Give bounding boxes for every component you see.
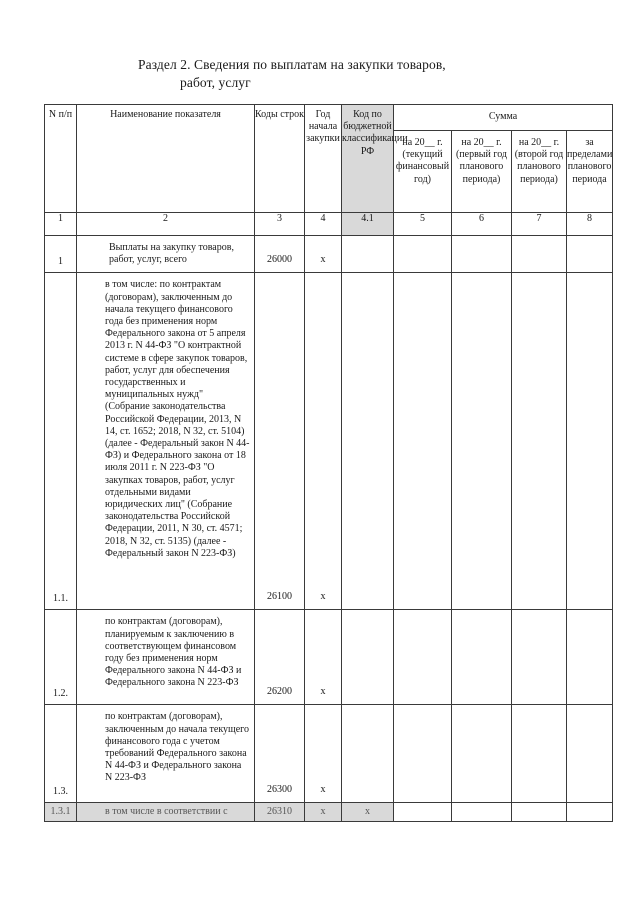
row-num: 1	[45, 236, 77, 273]
header-name: Наименование показателя	[77, 105, 255, 213]
colnum-8: 8	[567, 213, 613, 236]
row-name: Выплаты на закупку товаров, работ, услуг, всего	[77, 236, 255, 273]
row-sum-beyond	[567, 610, 613, 705]
row-sum-second	[512, 236, 567, 273]
row-num: 1.2.	[45, 610, 77, 705]
colnum-7: 7	[512, 213, 567, 236]
row-sum-second	[512, 610, 567, 705]
row-num: 1.3.	[45, 705, 77, 803]
header-current-year: на 20__ г. (текущий финансовый год)	[394, 131, 452, 213]
section-title-line1: Раздел 2. Сведения по выплатам на закупки товаров,	[138, 57, 446, 72]
section-title	[138, 56, 478, 92]
row-sum-second	[512, 273, 567, 610]
row-budget-code	[342, 610, 394, 705]
row-name: в том числе: по контрактам (договорам), заключенным до начала текущего финансового года без применения норм Федерального закона от 5 апреля 2013 г. N 44-ФЗ "О контрактной системе в сфере закупок товаров, работ, услуг для обеспечения государственных и муниципальных нужд" (Собрание законодательства Российской Федерации, 2013, N 14, ст. 1652; 2018, N 32, ст. 5104) (далее - Федеральный закон N 44-ФЗ) и Федерального закона от 18 июля 2011 г. N 223-ФЗ "О закупках товаров, работ, услуг отдельными видами юридических лиц" (Собрание законодательства Российской Федерации, 2011, N 30, ст. 4571; 2018, N 32, ст. 5135) (далее - Федеральный закон N 223-ФЗ)	[77, 273, 255, 610]
row-code: 26310	[255, 803, 305, 822]
row-name: по контрактам (договорам), планируемым к заключению в соответствующем финансовом году без применения норм Федерального закона N 44-ФЗ и Федерального закона N 223-ФЗ	[77, 610, 255, 705]
row-year: x	[305, 610, 342, 705]
row-sum-first	[452, 236, 512, 273]
header-budget-code: Код по бюджетной классификации РФ	[342, 105, 394, 213]
table-row	[45, 236, 613, 273]
row-sum-second	[512, 705, 567, 803]
row-sum-first	[452, 803, 512, 822]
row-sum-current	[394, 236, 452, 273]
colnum-4-1: 4.1	[342, 213, 394, 236]
header-beyond: за пределами планового периода	[567, 131, 613, 213]
row-sum-current	[394, 610, 452, 705]
row-sum-current	[394, 705, 452, 803]
row-code: 26100	[255, 273, 305, 610]
row-sum-beyond	[567, 705, 613, 803]
row-budget-code	[342, 273, 394, 610]
header-year: Год начала закупки	[305, 105, 342, 213]
header-second-year: на 20__ г. (второй год планового периода)	[512, 131, 567, 213]
row-code: 26300	[255, 705, 305, 803]
colnum-6: 6	[452, 213, 512, 236]
row-sum-first	[452, 610, 512, 705]
row-year: x	[305, 236, 342, 273]
row-sum-current	[394, 803, 452, 822]
payments-table	[44, 104, 613, 822]
row-code: 26200	[255, 610, 305, 705]
row-num: 1.1.	[45, 273, 77, 610]
colnum-1: 1	[45, 213, 77, 236]
table-row	[45, 803, 613, 822]
row-year: x	[305, 803, 342, 822]
colnum-5: 5	[394, 213, 452, 236]
row-sum-beyond	[567, 273, 613, 610]
row-name: в том числе в соответствии с	[77, 803, 255, 822]
colnum-2: 2	[77, 213, 255, 236]
row-name: по контрактам (договорам), заключенным до начала текущего финансового года с учетом требований Федерального закона N 44-ФЗ и Федерального закона N 223-ФЗ	[77, 705, 255, 803]
column-number-row	[45, 213, 613, 236]
table-row	[45, 705, 613, 803]
row-budget-code	[342, 236, 394, 273]
colnum-3: 3	[255, 213, 305, 236]
colnum-4: 4	[305, 213, 342, 236]
table-row	[45, 273, 613, 610]
row-num: 1.3.1	[45, 803, 77, 822]
row-year: x	[305, 273, 342, 610]
row-sum-second	[512, 803, 567, 822]
row-sum-first	[452, 705, 512, 803]
section-title-line2: работ, услуг	[180, 75, 251, 90]
row-sum-current	[394, 273, 452, 610]
header-first-year: на 20__ г. (первый год планового периода)	[452, 131, 512, 213]
header-sum: Сумма	[394, 105, 613, 131]
row-code: 26000	[255, 236, 305, 273]
header-row-top	[45, 105, 613, 131]
header-codes: Коды строк	[255, 105, 305, 213]
row-sum-first	[452, 273, 512, 610]
row-sum-beyond	[567, 803, 613, 822]
row-budget-code: x	[342, 803, 394, 822]
row-sum-beyond	[567, 236, 613, 273]
table-row	[45, 610, 613, 705]
header-num: N п/п	[45, 105, 77, 213]
row-year: x	[305, 705, 342, 803]
row-budget-code	[342, 705, 394, 803]
